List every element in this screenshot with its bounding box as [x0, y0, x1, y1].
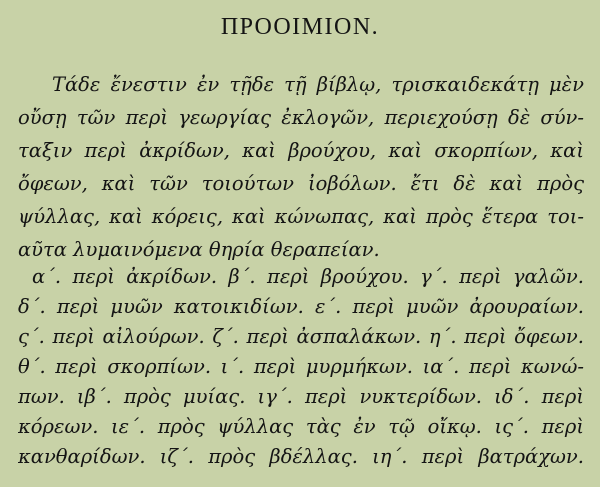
contents-line: ς΄. περὶ αἰλούρων. ζ΄. περὶ ἀσπαλάκων. η΄. περὶ ὄφεων. — [18, 325, 584, 348]
intro-line: ψύλλας, καὶ κόρεις, καὶ κώνωπας, καὶ πρὸς ἕτερα τοι- — [18, 205, 584, 228]
intro-paragraph — [18, 68, 584, 266]
contents-line: δ΄. περὶ μυῶν κατοικιδίων. ε΄. περὶ μυῶν ἀρουραίων. — [18, 295, 584, 318]
intro-line: ὄφεων, καὶ τῶν τοιούτων ἰοβόλων. ἔτι δὲ καὶ πρὸς — [18, 172, 584, 195]
intro-line: Τάδε ἔνεστιν ἐν τῇδε τῇ βίβλῳ, τρισκαιδεκάτῃ μὲν — [52, 73, 584, 96]
contents-line: κανθαρίδων. ιζ΄. πρὸς βδέλλας. ιη΄. περὶ βατράχων. — [18, 445, 584, 468]
page-title: ΠΡΟΟΙΜΙΟΝ. — [220, 14, 380, 40]
intro-line: αῦτα λυμαινόμενα θηρία θεραπείαν. — [18, 238, 380, 261]
contents-line: θ΄. περὶ σκορπίων. ι΄. περὶ μυρμήκων. ια΄. περὶ κωνώ- — [18, 355, 584, 378]
contents-line: α΄. περὶ ἀκρίδων. β΄. περὶ βρούχου. γ΄. περὶ γαλῶν. — [32, 265, 584, 288]
contents-list — [18, 262, 584, 472]
intro-line: ταξιν περὶ ἀκρίδων, καὶ βρούχου, καὶ σκορπίων, καὶ — [18, 139, 584, 162]
intro-line: οὔσῃ τῶν περὶ γεωργίας ἐκλογῶν, περιεχούσῃ δὲ σύν- — [18, 106, 584, 129]
contents-line: πων. ιβ΄. πρὸς μυίας. ιγ΄. περὶ νυκτερίδων. ιδ΄. περὶ — [18, 385, 584, 408]
contents-line: κόρεων. ιε΄. πρὸς ψύλλας τὰς ἐν τῷ οἴκῳ. ις΄. περὶ — [18, 415, 584, 438]
